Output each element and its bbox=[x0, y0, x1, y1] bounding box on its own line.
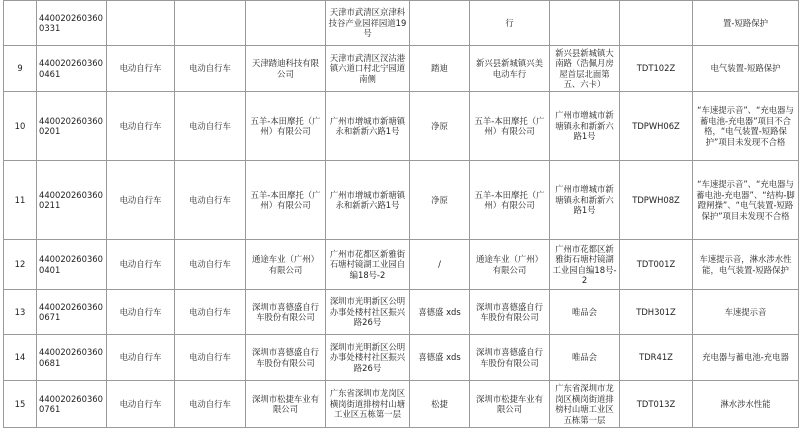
product-name-cell bbox=[107, 1, 175, 46]
manufacturer-cell: 深圳市喜德盛自行车股份有限公司 bbox=[246, 335, 326, 381]
nonconforming-items-cell: “车速提示音”、“充电器与蓄电池-充电器”项目不合格，“电气装置-短路保护”项目未发现不合格 bbox=[693, 92, 799, 161]
sample-name-cell: 电动自行车 bbox=[175, 46, 246, 92]
row-number-cell: 10 bbox=[4, 92, 37, 161]
sample-name-cell bbox=[175, 1, 246, 46]
row-number-cell: 15 bbox=[4, 381, 37, 428]
sample-name-cell: 电动自行车 bbox=[175, 161, 246, 240]
brand-cell: / bbox=[410, 240, 470, 290]
product-code-cell: 4400202603600401 bbox=[37, 240, 107, 290]
brand-cell: 松捷 bbox=[410, 381, 470, 428]
nonconforming-items-cell: “车速提示音”、“充电器与蓄电池-充电器”、“结构-脚蹬闸操”、“电气装置-短路保护”项目未发现不合格 bbox=[693, 161, 799, 240]
table-body bbox=[4, 1, 799, 428]
table-row bbox=[4, 1, 799, 46]
manufacturer-cell: 通途车业（广州）有限公司 bbox=[246, 240, 326, 290]
row-number-cell: 14 bbox=[4, 335, 37, 381]
seller-address-cell: 广东省深圳市龙岗区横岗街道排榜村山塘工业区五栋第一层 bbox=[550, 381, 620, 428]
brand-cell bbox=[410, 1, 470, 46]
table-row bbox=[4, 161, 799, 240]
product-code-cell: 4400202603600681 bbox=[37, 335, 107, 381]
manufacturer-cell: 深圳市松捷车业有限公司 bbox=[246, 381, 326, 428]
model-cell: TDH301Z bbox=[620, 290, 693, 335]
nonconforming-items-cell: 置-短路保护 bbox=[693, 1, 799, 46]
inspection-table bbox=[3, 0, 799, 428]
row-number-cell: 13 bbox=[4, 290, 37, 335]
brand-cell: 踏迪 bbox=[410, 46, 470, 92]
brand-cell: 净原 bbox=[410, 161, 470, 240]
seller-address-cell bbox=[550, 1, 620, 46]
seller-address-cell: 新兴县新城镇大南路（浩佩月房屋首层北面第五、六卡） bbox=[550, 46, 620, 92]
manufacturer-address-cell: 广东省深圳市龙岗区横岗街道排榜村山塘工业区五栋第一层 bbox=[326, 381, 410, 428]
table-row bbox=[4, 381, 799, 428]
row-number-cell: 9 bbox=[4, 46, 37, 92]
product-name-cell: 电动自行车 bbox=[107, 381, 175, 428]
product-code-cell: 4400202603600761 bbox=[37, 381, 107, 428]
seller-cell: 通途车业（广州）有限公司 bbox=[470, 240, 550, 290]
product-code-cell: 4400202603600671 bbox=[37, 290, 107, 335]
seller-cell: 新兴县新城镇兴美电动车行 bbox=[470, 46, 550, 92]
sample-name-cell: 电动自行车 bbox=[175, 381, 246, 428]
seller-address-cell: 广州市增城市新塘镇永和新新六路1号 bbox=[550, 161, 620, 240]
nonconforming-items-cell: 电气装置-短路保护 bbox=[693, 46, 799, 92]
row-number-cell bbox=[4, 1, 37, 46]
table-row bbox=[4, 46, 799, 92]
sample-name-cell: 电动自行车 bbox=[175, 92, 246, 161]
product-name-cell: 电动自行车 bbox=[107, 46, 175, 92]
brand-cell: 喜德盛 xds bbox=[410, 290, 470, 335]
table-row bbox=[4, 290, 799, 335]
row-number-cell: 12 bbox=[4, 240, 37, 290]
seller-address-cell: 广州市增城市新塘镇永和新新六路1号 bbox=[550, 92, 620, 161]
nonconforming-items-cell: 淋水涉水性能 bbox=[693, 381, 799, 428]
manufacturer-address-cell: 天津市武清区汊沽港镇六道口村北宁园道南侧 bbox=[326, 46, 410, 92]
product-code-cell: 4400202603600331 bbox=[37, 1, 107, 46]
model-cell: TDT102Z bbox=[620, 46, 693, 92]
model-cell: TDT001Z bbox=[620, 240, 693, 290]
manufacturer-address-cell: 深圳市光明新区公明办事处楼村社区振兴路26号 bbox=[326, 335, 410, 381]
manufacturer-cell: 五羊-本田摩托（广州）有限公司 bbox=[246, 161, 326, 240]
manufacturer-address-cell: 广州市花都区新雅街石塘村镜湖工业园自编18号-2 bbox=[326, 240, 410, 290]
seller-cell: 深圳市松捷车业有限公司 bbox=[470, 381, 550, 428]
seller-cell: 五羊-本田摩托（广州）有限公司 bbox=[470, 161, 550, 240]
sample-name-cell: 电动自行车 bbox=[175, 290, 246, 335]
product-name-cell: 电动自行车 bbox=[107, 240, 175, 290]
product-name-cell: 电动自行车 bbox=[107, 92, 175, 161]
table-row bbox=[4, 335, 799, 381]
seller-address-cell: 唯品会 bbox=[550, 290, 620, 335]
model-cell: TDPWH06Z bbox=[620, 92, 693, 161]
product-name-cell: 电动自行车 bbox=[107, 290, 175, 335]
sample-name-cell: 电动自行车 bbox=[175, 240, 246, 290]
nonconforming-items-cell: 车速提示音 bbox=[693, 290, 799, 335]
model-cell: TDT013Z bbox=[620, 381, 693, 428]
manufacturer-address-cell: 天津市武清区京津科技谷产业园祥园道19号 bbox=[326, 1, 410, 46]
seller-address-cell: 广州市花都区新雅街石塘村镜湖工业园自编18号-2 bbox=[550, 240, 620, 290]
product-name-cell: 电动自行车 bbox=[107, 335, 175, 381]
manufacturer-address-cell: 广州市增城市新塘镇永和新新六路1号 bbox=[326, 92, 410, 161]
model-cell: TDPWH08Z bbox=[620, 161, 693, 240]
nonconforming-items-cell: 车速提示音，淋水涉水性能，电气装置-短路保护 bbox=[693, 240, 799, 290]
row-number-cell: 11 bbox=[4, 161, 37, 240]
manufacturer-cell: 五羊-本田摩托（广州）有限公司 bbox=[246, 92, 326, 161]
seller-address-cell: 唯品会 bbox=[550, 335, 620, 381]
manufacturer-cell bbox=[246, 1, 326, 46]
table-row bbox=[4, 240, 799, 290]
product-code-cell: 4400202603600201 bbox=[37, 92, 107, 161]
seller-cell: 五羊-本田摩托（广州）有限公司 bbox=[470, 92, 550, 161]
nonconforming-items-cell: 充电器与蓄电池-充电器 bbox=[693, 335, 799, 381]
seller-cell: 行 bbox=[470, 1, 550, 46]
model-cell bbox=[620, 1, 693, 46]
seller-cell: 深圳市喜德盛自行车股份有限公司 bbox=[470, 290, 550, 335]
product-name-cell: 电动自行车 bbox=[107, 161, 175, 240]
manufacturer-cell: 深圳市喜德盛自行车股份有限公司 bbox=[246, 290, 326, 335]
model-cell: TDR41Z bbox=[620, 335, 693, 381]
brand-cell: 净原 bbox=[410, 92, 470, 161]
manufacturer-cell: 天津踏迪科技有限公司 bbox=[246, 46, 326, 92]
product-code-cell: 4400202603600211 bbox=[37, 161, 107, 240]
product-code-cell: 4400202603600461 bbox=[37, 46, 107, 92]
manufacturer-address-cell: 深圳市光明新区公明办事处楼村社区振兴路26号 bbox=[326, 290, 410, 335]
table-row bbox=[4, 92, 799, 161]
sample-name-cell: 电动自行车 bbox=[175, 335, 246, 381]
seller-cell: 深圳市喜德盛自行车股份有限公司 bbox=[470, 335, 550, 381]
brand-cell: 喜德盛 xds bbox=[410, 335, 470, 381]
manufacturer-address-cell: 广州市增城市新塘镇永和新新六路1号 bbox=[326, 161, 410, 240]
